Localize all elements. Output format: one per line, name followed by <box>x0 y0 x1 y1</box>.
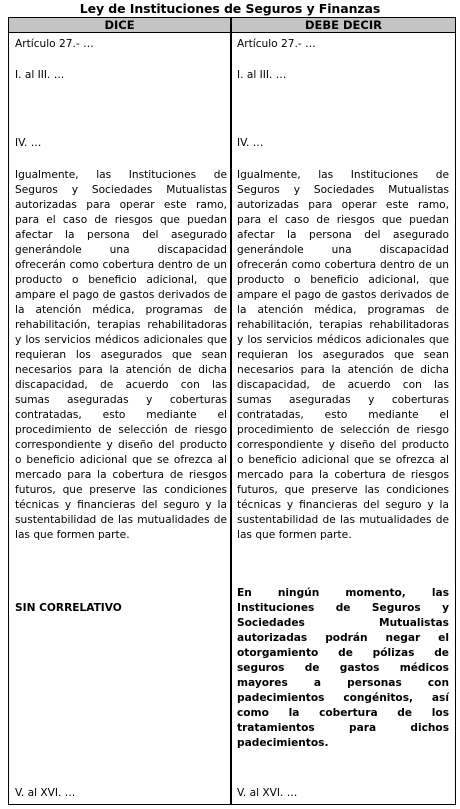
debe-decir-fracciones-v-xvi: V. al XVI. … <box>237 787 298 799</box>
dice-parrafo-igualmente: Igualmente, las Instituciones de Seguros y Sociedades Mutualistas autorizadas para operar este ramo, para el caso de riesgos que puedan afectar la persona del asegurado generándole una discapacidad ofrecerán como cobertura dentro de un producto o beneficio adicional, que ampare el pago de gastos derivados de la atención médica, programas de rehabilitación, terapias rehabilitadoras y los servicios médicos adicionales que requieran los asegurados que sean necesarios para la atención de dicha discapacidad, de acuerdo con las sumas aseguradas y coberturas contratadas, esto mediante el procedimiento de selección de riesgo correspondiente y diseño del producto o beneficio adicional que se ofrezca al mercado para la cobertura de riesgos futuros, que preserve las condiciones técnicas y financieras del seguro y la sustentabilidad de las mutualidades de las que formen parte. <box>15 169 227 541</box>
column-header-debe-decir: DEBE DECIR <box>232 18 455 33</box>
dice-fracciones-i-iii: I. al III. … <box>15 69 65 81</box>
debe-decir-parrafo-nuevo: En ningún momento, las Instituciones de Seguros y Sociedades Mutualistas autorizadas podrán negar el otorgamiento de pólizas de seguros de gastos médicos mayores a personas con padecimientos congénitos, así como la cobertura de los tratamientos para dichos padecimientos. <box>237 587 449 749</box>
dice-fracciones-v-xvi: V. al XVI. … <box>15 787 76 799</box>
debe-decir-parrafo-igualmente: Igualmente, las Instituciones de Seguros y Sociedades Mutualistas autorizadas para operar este ramo, para el caso de riesgos que puedan afectar la persona del asegurado generándole una discapacidad ofrecerán como cobertura dentro de un producto o beneficio adicional, que ampare el pago de gastos derivados de la atención médica, programas de rehabilitación, terapias rehabilitadoras y los servicios médicos adicionales que requieran los asegurados que sean necesarios para la atención de dicha discapacidad, de acuerdo con las sumas aseguradas y coberturas contratadas, esto mediante el procedimiento de selección de riesgo correspondiente y diseño del producto o beneficio adicional que se ofrezca al mercado para la cobertura de riesgos futuros, que preserve las condiciones técnicas y financieras del seguro y la sustentabilidad de las mutualidades de las que formen parte. <box>237 169 449 541</box>
dice-articulo: Artículo 27.- … <box>15 38 94 50</box>
document-title: Ley de Instituciones de Seguros y Finanzas <box>79 1 381 16</box>
dice-fraccion-iv: IV. … <box>15 137 42 149</box>
column-divider <box>230 17 232 805</box>
column-header-dice: DICE <box>9 18 230 33</box>
dice-sin-correlativo: SIN CORRELATIVO <box>15 602 122 614</box>
debe-decir-articulo: Artículo 27.- … <box>237 38 316 50</box>
debe-decir-fracciones-i-iii: I. al III. … <box>237 69 287 81</box>
debe-decir-fraccion-iv: IV. … <box>237 137 264 149</box>
